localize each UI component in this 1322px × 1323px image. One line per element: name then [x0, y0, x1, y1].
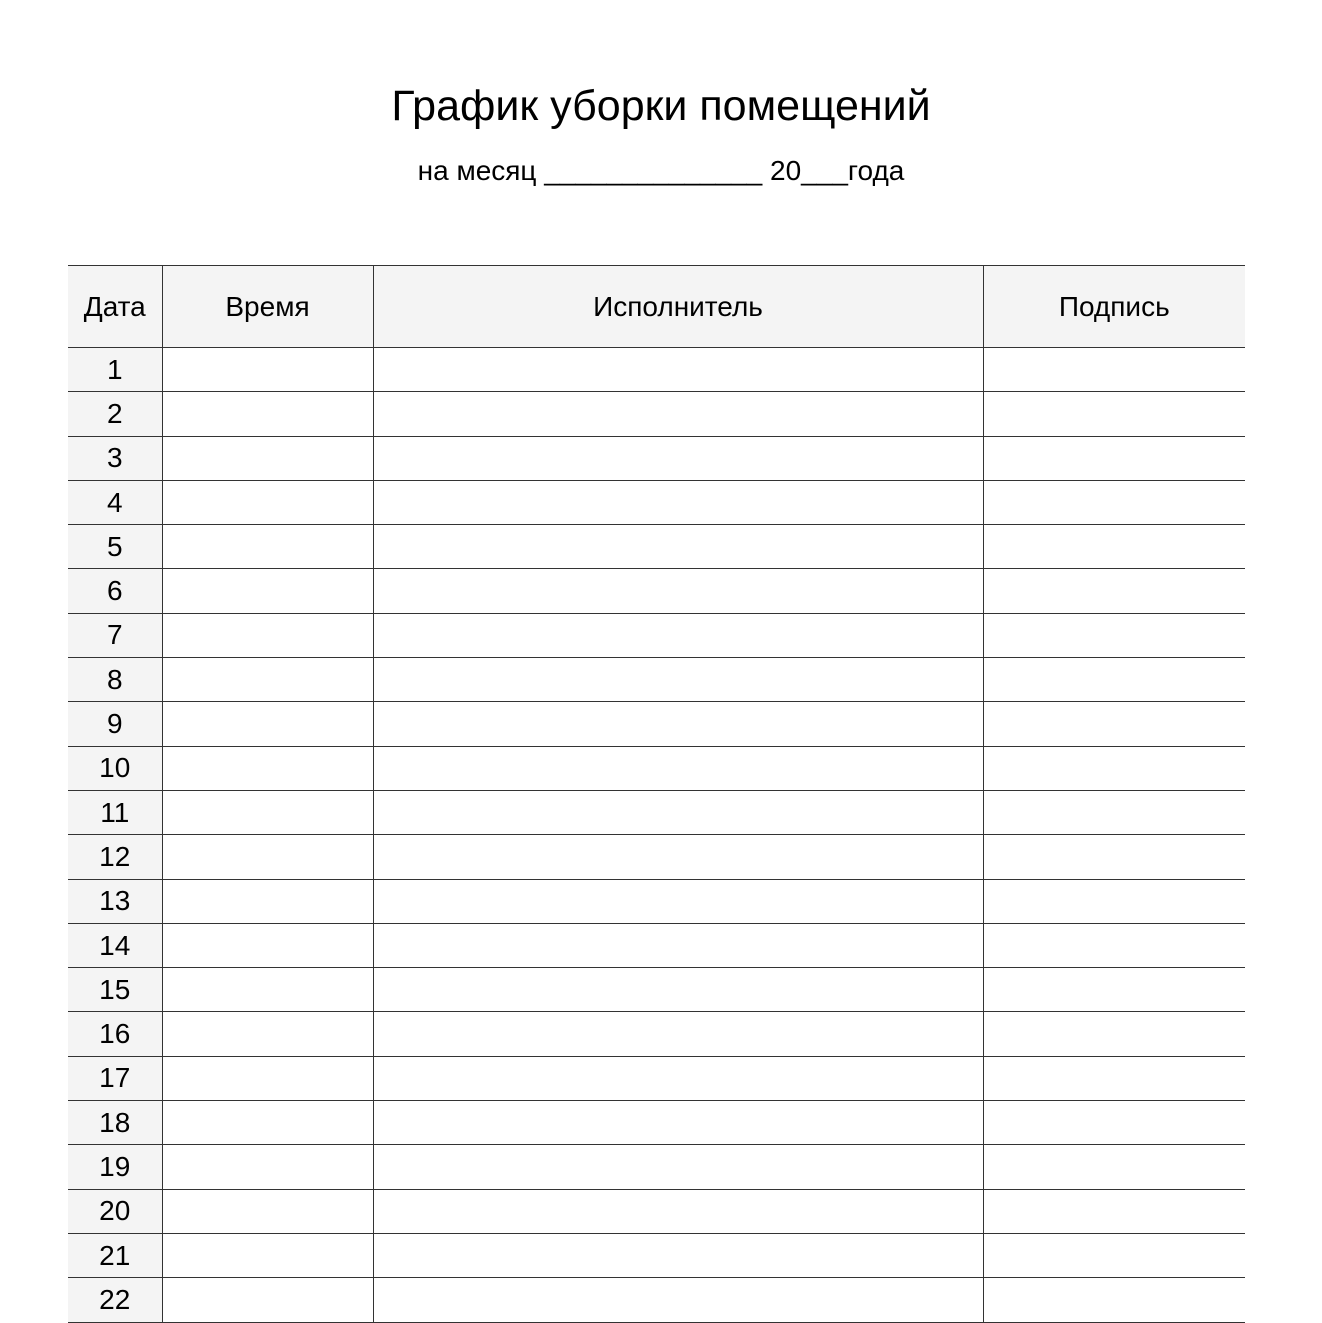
header-date: Дата: [68, 266, 162, 348]
table-row: [68, 1145, 1245, 1189]
date-cell: 18: [68, 1101, 162, 1145]
signature-cell[interactable]: [983, 702, 1245, 746]
time-cell[interactable]: [162, 480, 373, 524]
executor-cell[interactable]: [373, 1056, 983, 1100]
time-cell[interactable]: [162, 1101, 373, 1145]
time-cell[interactable]: [162, 879, 373, 923]
header-time: Время: [162, 266, 373, 348]
time-cell[interactable]: [162, 1189, 373, 1233]
table-row: [68, 1278, 1245, 1322]
date-cell: 14: [68, 923, 162, 967]
signature-cell[interactable]: [983, 1278, 1245, 1322]
signature-cell[interactable]: [983, 569, 1245, 613]
executor-cell[interactable]: [373, 392, 983, 436]
date-cell: 3: [68, 436, 162, 480]
time-cell[interactable]: [162, 1012, 373, 1056]
signature-cell[interactable]: [983, 790, 1245, 834]
date-cell: 8: [68, 658, 162, 702]
executor-cell[interactable]: [373, 923, 983, 967]
period-subtitle: на месяц ______________ 20___года: [417, 155, 905, 186]
signature-cell[interactable]: [983, 1189, 1245, 1233]
executor-cell[interactable]: [373, 835, 983, 879]
signature-cell[interactable]: [983, 480, 1245, 524]
time-cell[interactable]: [162, 746, 373, 790]
table-row: [68, 436, 1245, 480]
executor-cell[interactable]: [373, 790, 983, 834]
time-cell[interactable]: [162, 392, 373, 436]
date-cell: 9: [68, 702, 162, 746]
executor-cell[interactable]: [373, 569, 983, 613]
table-row: [68, 1233, 1245, 1277]
executor-cell[interactable]: [373, 1189, 983, 1233]
table-row: [68, 702, 1245, 746]
executor-cell[interactable]: [373, 1145, 983, 1189]
executor-cell[interactable]: [373, 1101, 983, 1145]
table-row: [68, 923, 1245, 967]
table-row: [68, 348, 1245, 392]
table-row: [68, 569, 1245, 613]
table-row: [68, 835, 1245, 879]
time-cell[interactable]: [162, 569, 373, 613]
signature-cell[interactable]: [983, 1145, 1245, 1189]
table-header-row: [68, 266, 1245, 348]
signature-cell[interactable]: [983, 879, 1245, 923]
executor-cell[interactable]: [373, 480, 983, 524]
table-row: [68, 525, 1245, 569]
date-cell: 22: [68, 1278, 162, 1322]
time-cell[interactable]: [162, 1278, 373, 1322]
signature-cell[interactable]: [983, 613, 1245, 657]
signature-cell[interactable]: [983, 1101, 1245, 1145]
time-cell[interactable]: [162, 658, 373, 702]
table-row: [68, 790, 1245, 834]
executor-cell[interactable]: [373, 436, 983, 480]
executor-cell[interactable]: [373, 1012, 983, 1056]
signature-cell[interactable]: [983, 348, 1245, 392]
cleaning-schedule-table: [68, 265, 1245, 1323]
date-cell: 7: [68, 613, 162, 657]
table-row: [68, 480, 1245, 524]
time-cell[interactable]: [162, 968, 373, 1012]
signature-cell[interactable]: [983, 1233, 1245, 1277]
date-cell: 13: [68, 879, 162, 923]
signature-cell[interactable]: [983, 746, 1245, 790]
time-cell[interactable]: [162, 1233, 373, 1277]
table-row: [68, 1189, 1245, 1233]
date-cell: 1: [68, 348, 162, 392]
signature-cell[interactable]: [983, 835, 1245, 879]
executor-cell[interactable]: [373, 1278, 983, 1322]
date-cell: 5: [68, 525, 162, 569]
table-row: [68, 879, 1245, 923]
signature-cell[interactable]: [983, 968, 1245, 1012]
date-cell: 17: [68, 1056, 162, 1100]
time-cell[interactable]: [162, 436, 373, 480]
date-cell: 15: [68, 968, 162, 1012]
time-cell[interactable]: [162, 702, 373, 746]
date-cell: 16: [68, 1012, 162, 1056]
date-cell: 6: [68, 569, 162, 613]
executor-cell[interactable]: [373, 1233, 983, 1277]
time-cell[interactable]: [162, 613, 373, 657]
date-cell: 19: [68, 1145, 162, 1189]
executor-cell[interactable]: [373, 348, 983, 392]
signature-cell[interactable]: [983, 1056, 1245, 1100]
signature-cell[interactable]: [983, 392, 1245, 436]
table-row: [68, 1012, 1245, 1056]
date-cell: 12: [68, 835, 162, 879]
signature-cell[interactable]: [983, 525, 1245, 569]
table-row: [68, 658, 1245, 702]
header-executor: Исполнитель: [373, 266, 983, 348]
date-cell: 2: [68, 392, 162, 436]
date-cell: 4: [68, 480, 162, 524]
table-row: [68, 968, 1245, 1012]
time-cell[interactable]: [162, 1056, 373, 1100]
date-cell: 21: [68, 1233, 162, 1277]
executor-cell[interactable]: [373, 879, 983, 923]
date-cell: 10: [68, 746, 162, 790]
table-row: [68, 746, 1245, 790]
table-row: [68, 392, 1245, 436]
table-row: [68, 1101, 1245, 1145]
executor-cell[interactable]: [373, 746, 983, 790]
signature-cell[interactable]: [983, 436, 1245, 480]
executor-cell[interactable]: [373, 702, 983, 746]
table-body: [68, 348, 1245, 1323]
date-cell: 11: [68, 790, 162, 834]
time-cell[interactable]: [162, 525, 373, 569]
signature-cell[interactable]: [983, 658, 1245, 702]
signature-cell[interactable]: [983, 1012, 1245, 1056]
executor-cell[interactable]: [373, 658, 983, 702]
table-row: [68, 1056, 1245, 1100]
time-cell[interactable]: [162, 790, 373, 834]
executor-cell[interactable]: [373, 525, 983, 569]
time-cell[interactable]: [162, 923, 373, 967]
page-title: График уборки помещений: [391, 82, 931, 130]
executor-cell[interactable]: [373, 968, 983, 1012]
signature-cell[interactable]: [983, 923, 1245, 967]
executor-cell[interactable]: [373, 613, 983, 657]
date-cell: 20: [68, 1189, 162, 1233]
time-cell[interactable]: [162, 1145, 373, 1189]
time-cell[interactable]: [162, 348, 373, 392]
header-signature: Подпись: [983, 266, 1245, 348]
table-row: [68, 613, 1245, 657]
time-cell[interactable]: [162, 835, 373, 879]
